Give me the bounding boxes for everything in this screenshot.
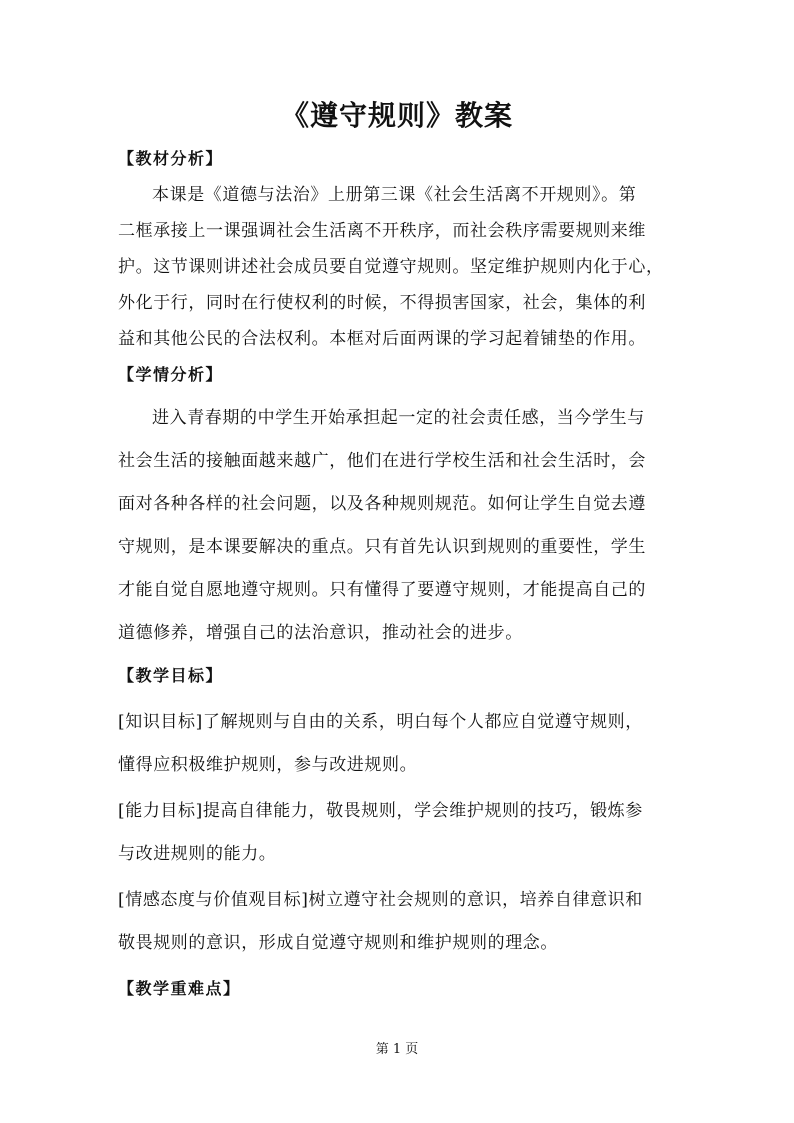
document-body bbox=[118, 141, 678, 1007]
paragraph-line: 外化于行，同时在行使权利的时候，不得损害国家，社会，集体的利 bbox=[118, 293, 646, 313]
section-heading-key-difficulties: 【教学重难点】 bbox=[118, 979, 241, 998]
page-number: 第 1 页 bbox=[375, 1042, 419, 1057]
section-heading-student-analysis: 【学情分析】 bbox=[118, 365, 224, 384]
paragraph-line: 社会生活的接触面越来越广，他们在进行学校生活和社会生活时，会 bbox=[118, 451, 646, 471]
goal-knowledge-line: 懂得应积极维护规则，参与改进规则。 bbox=[118, 755, 418, 775]
paragraph-line: 进入青春期的中学生开始承担起一定的社会责任感，当今学生与 bbox=[152, 408, 645, 428]
goal-emotion-line: [情感态度与价值观目标]树立遵守社会规则的意识，培养自律意识和 bbox=[118, 890, 643, 910]
section-heading-textbook-analysis: 【教材分析】 bbox=[118, 149, 224, 168]
goal-emotion-line: 敬畏规则的意识，形成自觉遵守规则和维护规则的理念。 bbox=[118, 933, 558, 953]
paragraph-line: 道德修养，增强自己的法治意识，推动社会的进步。 bbox=[118, 623, 523, 643]
goal-ability-line: [能力目标]提高自律能力，敬畏规则，学会维护规则的技巧，锻炼参 bbox=[118, 801, 643, 821]
paragraph-line: 二框承接上一课强调社会生活离不开秩序，而社会秩序需要规则来维 bbox=[118, 221, 646, 241]
document-title: 《遵守规则》教案 bbox=[280, 99, 513, 132]
paragraph-line: 护。这节课则讲述社会成员要自觉遵守规则。坚定维护规则内化于心， bbox=[118, 257, 664, 277]
paragraph-line: 本课是《道德与法治》上册第三课《社会生活离不开规则》。第 bbox=[152, 185, 637, 205]
paragraph-line: 才能自觉自愿地遵守规则。只有懂得了要遵守规则，才能提高自己的 bbox=[118, 580, 646, 600]
paragraph-line: 守规则，是本课要解决的重点。只有首先认识到规则的重要性，学生 bbox=[118, 537, 646, 557]
goal-knowledge-line: [知识目标]了解规则与自由的关系，明白每个人都应自觉遵守规则， bbox=[118, 712, 643, 732]
paragraph-line: 益和其他公民的合法权利。本框对后面两课的学习起着铺垫的作用。 bbox=[118, 329, 646, 349]
section-heading-teaching-goals: 【教学目标】 bbox=[118, 666, 224, 685]
goal-ability-line: 与改进规则的能力。 bbox=[118, 844, 277, 864]
paragraph-line: 面对各种各样的社会问题，以及各种规则规范。如何让学生自觉去遵 bbox=[118, 494, 646, 514]
